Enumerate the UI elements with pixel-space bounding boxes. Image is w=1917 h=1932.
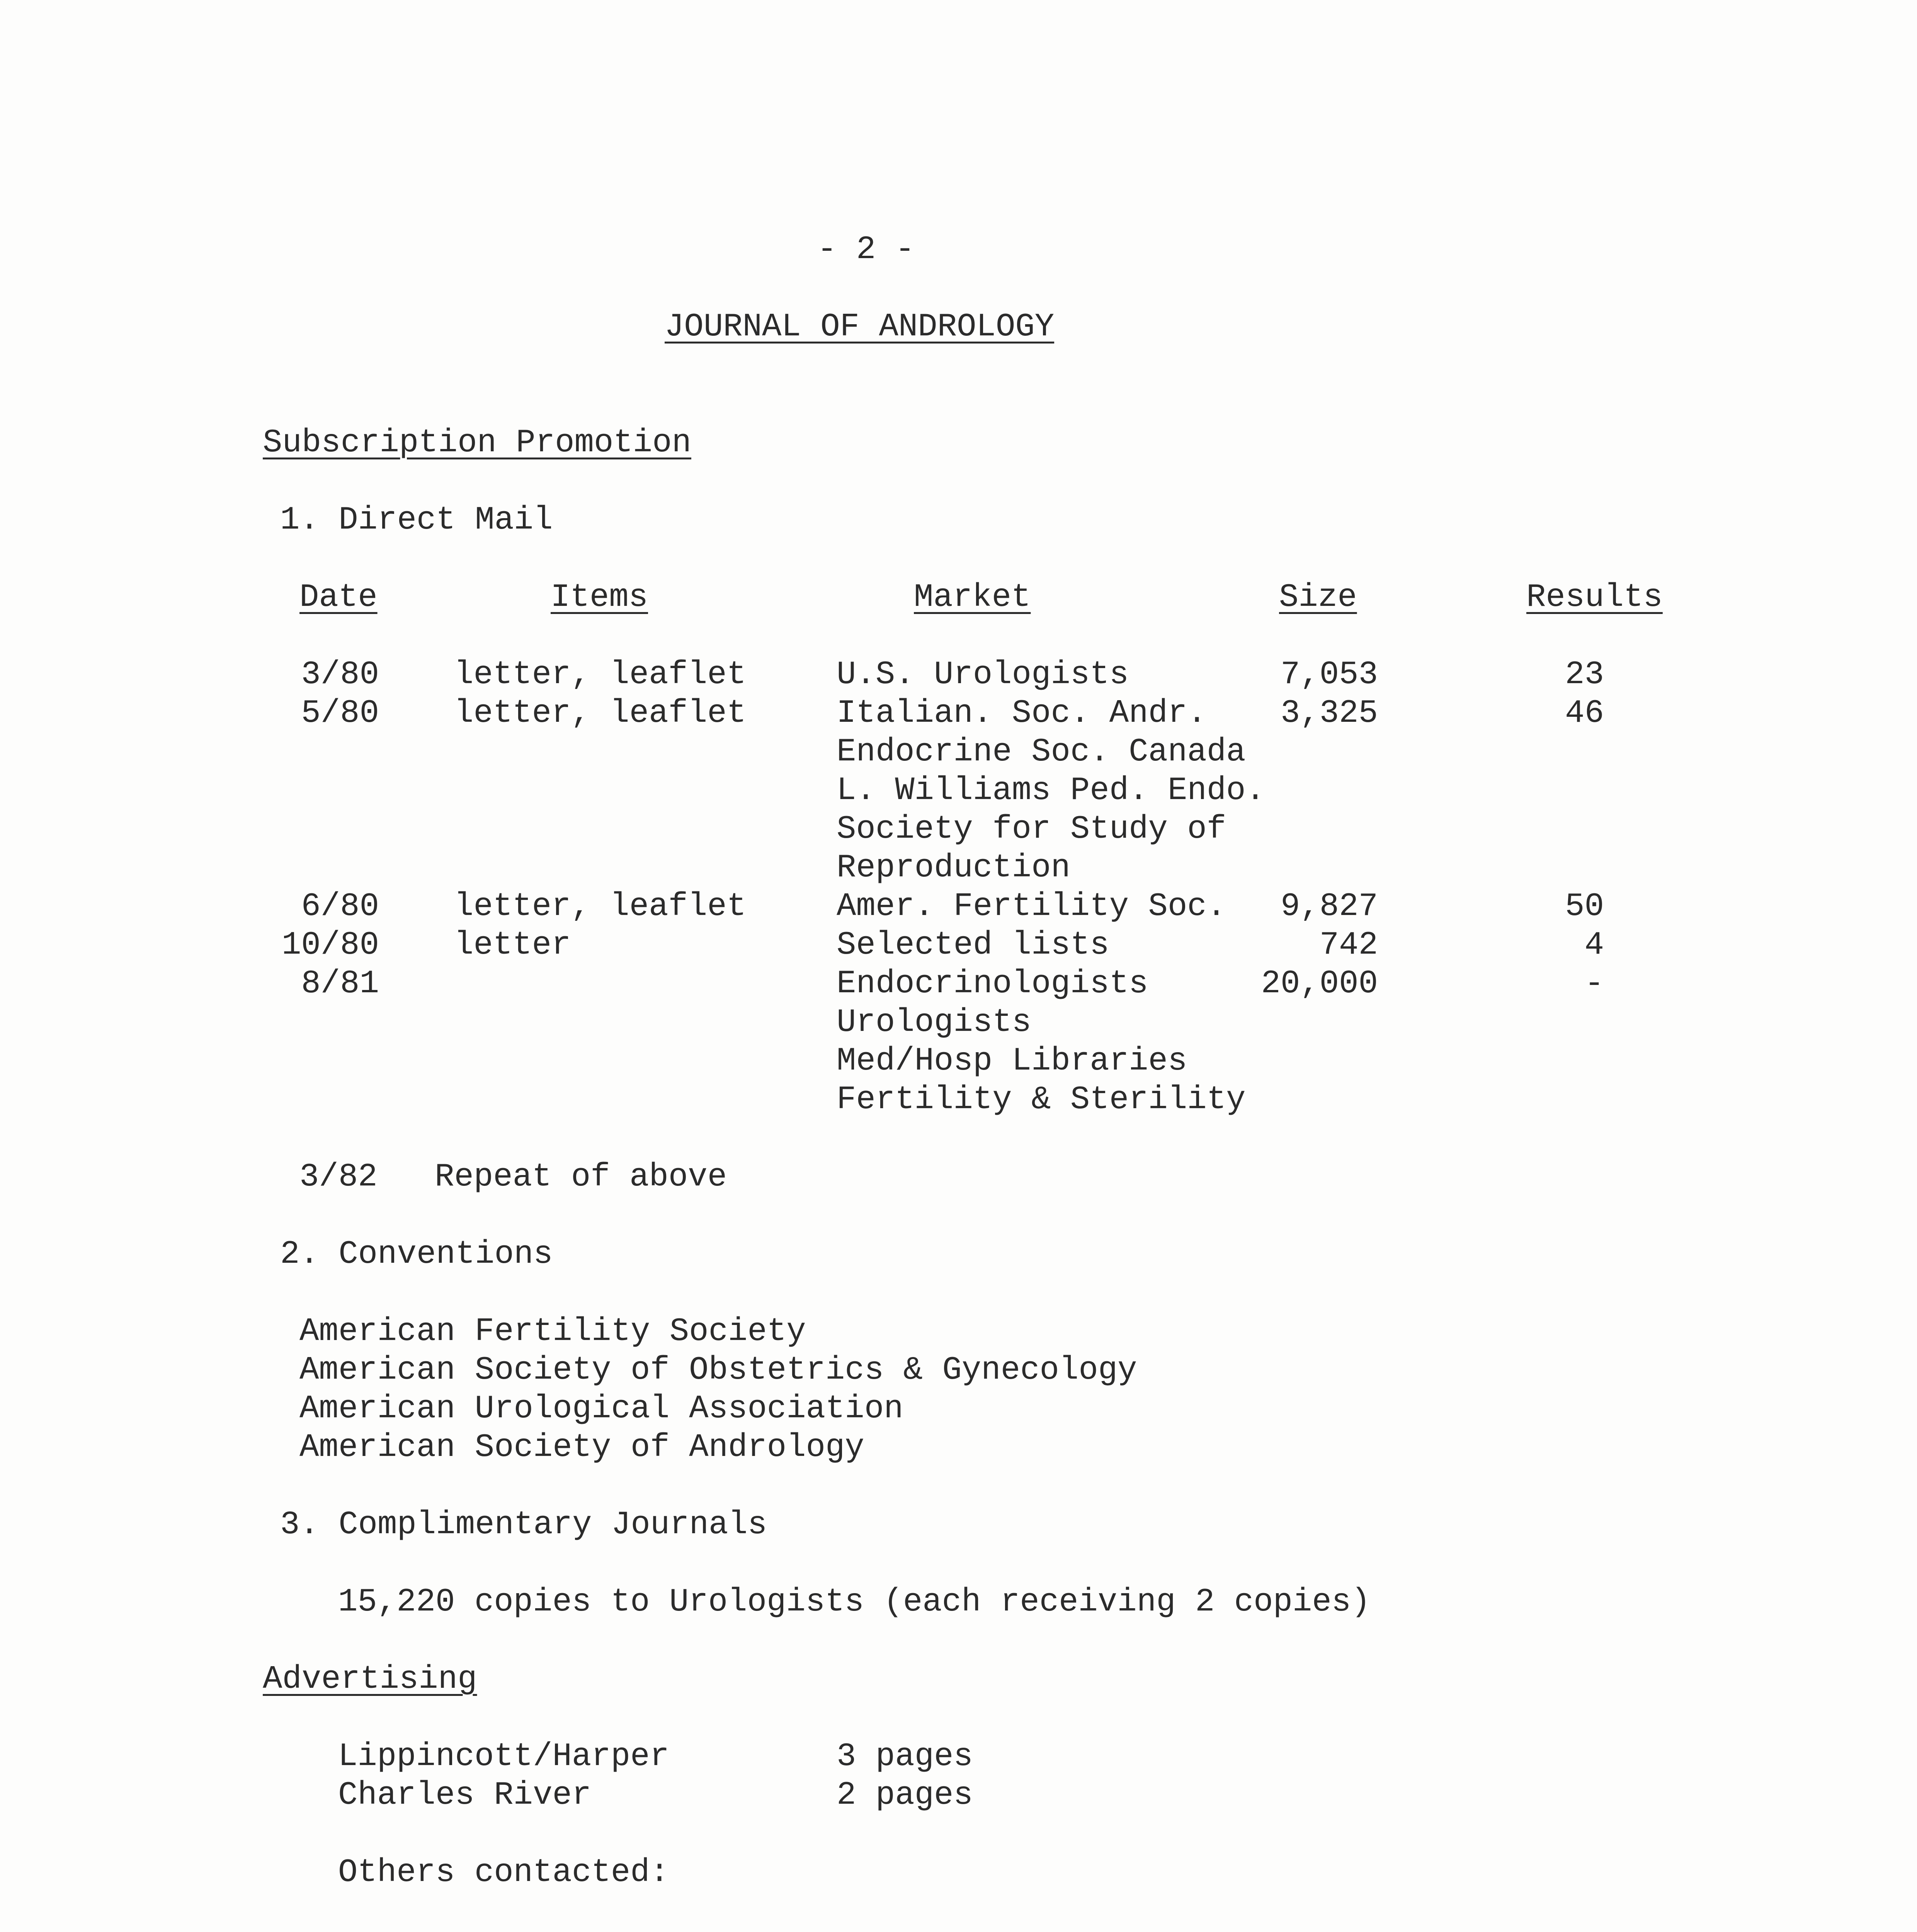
repeat-date: 3/82: [299, 1159, 378, 1196]
conventions-label: 2. Conventions: [280, 1236, 553, 1273]
subscription-heading: Subscription Promotion: [263, 425, 691, 461]
row-results: 4: [1584, 927, 1604, 964]
row-results: 23: [1565, 656, 1604, 693]
row-market: Endocrine Soc. Canada: [837, 734, 1246, 770]
row-size: 3,325: [1280, 695, 1378, 732]
row-market: Reproduction: [837, 850, 1070, 886]
row-market: Endocrinologists: [837, 966, 1148, 1002]
advertiser-name: Lippincott/Harper: [338, 1738, 669, 1775]
row-market: Med/Hosp Libraries: [837, 1043, 1187, 1080]
row-items: letter: [454, 927, 571, 964]
row-date: 6/80: [301, 888, 379, 925]
row-items: letter, leaflet: [454, 656, 747, 693]
advertising-heading: Advertising: [263, 1661, 477, 1698]
row-size: 7,053: [1280, 656, 1378, 693]
row-results: 46: [1565, 695, 1604, 732]
col-items: Items: [551, 579, 648, 616]
others-contacted-label: Others contacted:: [338, 1854, 669, 1891]
row-date: 10/80: [281, 927, 379, 964]
col-date: Date: [299, 579, 378, 616]
row-date: 3/80: [301, 656, 379, 693]
convention-item: American Urological Association: [299, 1391, 903, 1427]
advertiser-name: Charles River: [338, 1777, 592, 1814]
col-results: Results: [1526, 579, 1663, 616]
page-number: - 2 -: [817, 231, 915, 268]
convention-item: American Society of Andrology: [299, 1429, 864, 1466]
row-market: Italian. Soc. Andr.: [837, 695, 1207, 732]
row-date: 8/81: [301, 966, 379, 1002]
row-market: Fertility & Sterility: [837, 1082, 1246, 1118]
document-title: JOURNAL OF ANDROLOGY: [665, 309, 1055, 345]
row-market: Amer. Fertility Soc.: [837, 888, 1226, 925]
complimentary-label: 3. Complimentary Journals: [280, 1507, 767, 1543]
row-market: L. Williams Ped. Endo.: [837, 772, 1265, 809]
col-size: Size: [1279, 579, 1357, 616]
row-results: -: [1584, 966, 1604, 1002]
row-market: Society for Study of: [837, 811, 1226, 848]
repeat-text: Repeat of above: [435, 1159, 727, 1196]
convention-item: American Society of Obstetrics & Gynecology: [299, 1352, 1137, 1389]
row-items: letter, leaflet: [454, 695, 747, 732]
row-date: 5/80: [301, 695, 379, 732]
col-market: Market: [914, 579, 1031, 616]
row-market: Selected lists: [837, 927, 1109, 964]
row-size: 742: [1319, 927, 1378, 964]
row-size: 9,827: [1280, 888, 1378, 925]
row-size: 20,000: [1261, 966, 1378, 1002]
direct-mail-label: 1. Direct Mail: [280, 502, 553, 539]
convention-item: American Fertility Society: [299, 1313, 806, 1350]
advertiser-pages: 3 pages: [837, 1738, 973, 1775]
row-items: letter, leaflet: [454, 888, 747, 925]
row-market: U.S. Urologists: [837, 656, 1129, 693]
complimentary-text: 15,220 copies to Urologists (each receiving 2 copies): [338, 1584, 1371, 1621]
row-market: Urologists: [837, 1004, 1032, 1041]
advertiser-pages: 2 pages: [837, 1777, 973, 1814]
row-results: 50: [1565, 888, 1604, 925]
